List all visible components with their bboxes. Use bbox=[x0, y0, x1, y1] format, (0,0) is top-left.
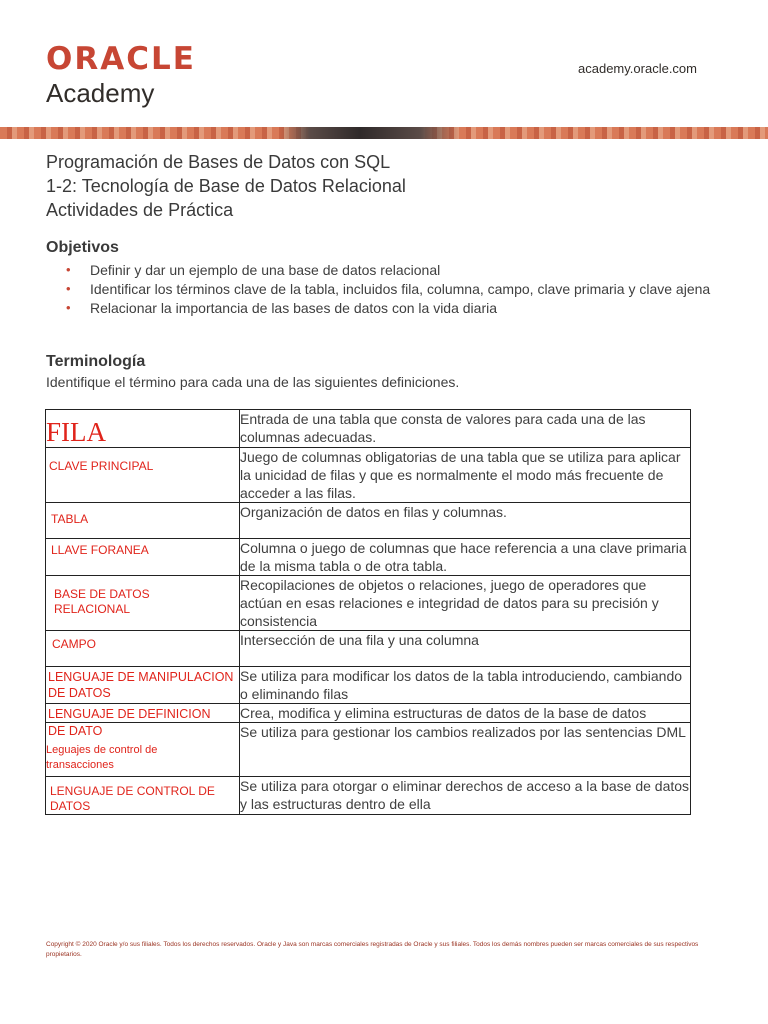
bullet-icon: • bbox=[66, 300, 71, 315]
term-cell bbox=[46, 410, 240, 448]
objective-text: Identificar los términos clave de la tabla, incluidos fila, columna, campo, clave primaria y clave ajena bbox=[90, 281, 711, 297]
objective-text: Definir y dar un ejemplo de una base de datos relacional bbox=[90, 262, 441, 278]
course-title: Programación de Bases de Datos con SQL bbox=[46, 152, 391, 172]
term-text: LENGUAJE DE DEFINICION bbox=[48, 707, 211, 721]
definition-cell: Se utiliza para gestionar los cambios realizados por las sentencias DML bbox=[240, 723, 691, 777]
table-row bbox=[46, 503, 691, 539]
term-text: BASE DE DATOS RELACIONAL bbox=[54, 587, 150, 616]
list-item bbox=[66, 299, 726, 317]
term-text: LLAVE FORANEA bbox=[51, 543, 149, 557]
copyright-footer: Copyright © 2020 Oracle y/o sus filiales. Todos los derechos reservados. Oracle y Java son marcas comerciales registradas de Oracle y sus filiales. Todos los demás nombres pueden ser marcas comerciales de sus respectivos propietarios. bbox=[46, 941, 699, 958]
table-row bbox=[46, 410, 691, 448]
activity-title: Actividades de Práctica bbox=[46, 200, 234, 220]
site-url[interactable]: academy.oracle.com bbox=[578, 61, 697, 76]
term-cell bbox=[46, 667, 240, 704]
table-row bbox=[46, 448, 691, 503]
lesson-title: 1-2: Tecnología de Base de Datos Relacional bbox=[46, 176, 406, 196]
term-cell bbox=[46, 631, 240, 667]
term-text: CLAVE PRINCIPAL bbox=[49, 459, 154, 473]
decorative-header-band bbox=[0, 127, 768, 139]
term-text: TABLA bbox=[51, 512, 89, 526]
definition-cell: Se utiliza para otorgar o eliminar derechos de acceso a la base de datos y las estructuras dentro de ella bbox=[240, 777, 691, 815]
term-cell bbox=[46, 723, 240, 777]
term-note: Leguajes de control de transacciones bbox=[46, 744, 158, 771]
table-row bbox=[46, 777, 691, 815]
term-cell bbox=[46, 576, 240, 631]
terminology-intro: Identifique el término para cada una de las siguientes definiciones. bbox=[46, 374, 460, 390]
bullet-icon: • bbox=[66, 281, 71, 296]
objectives-list bbox=[66, 261, 726, 318]
definition-cell: Intersección de una fila y una columna bbox=[240, 631, 691, 667]
definition-cell: Se utiliza para modificar los datos de la tabla introduciendo, cambiando o eliminando filas bbox=[240, 667, 691, 704]
objectives-heading: Objetivos bbox=[46, 239, 119, 256]
definition-cell: Entrada de una tabla que consta de valores para cada una de las columnas adecuadas. bbox=[240, 410, 691, 448]
term-text: LENGUAJE DE CONTROL DE DATOS bbox=[50, 784, 215, 813]
term-cell bbox=[46, 539, 240, 576]
definition-cell: Crea, modifica y elimina estructuras de datos de la base de datos bbox=[240, 704, 691, 723]
list-item bbox=[66, 261, 726, 279]
table-row bbox=[46, 576, 691, 631]
document-titles bbox=[46, 150, 406, 222]
definition-cell: Columna o juego de columnas que hace referencia a una clave primaria de la misma tabla o de otra tabla. bbox=[240, 539, 691, 576]
definition-cell: Organización de datos en filas y columnas. bbox=[240, 503, 691, 539]
list-item bbox=[66, 280, 726, 298]
academy-label: Academy bbox=[46, 78, 155, 108]
table-row bbox=[46, 704, 691, 723]
oracle-logo-text: ORACLE bbox=[46, 41, 196, 77]
term-cell bbox=[46, 704, 240, 723]
term-cell bbox=[46, 503, 240, 539]
definition-cell: Recopilaciones de objetos o relaciones, juego de operadores que actúan en esas relaciones e integridad de datos para su precisión y consistencia bbox=[240, 576, 691, 631]
terminology-heading: Terminología bbox=[46, 353, 146, 370]
term-text: FILA bbox=[46, 417, 106, 447]
term-text: DE DATO bbox=[48, 724, 103, 738]
terminology-table bbox=[45, 409, 691, 815]
table-row bbox=[46, 667, 691, 704]
term-text: CAMPO bbox=[52, 637, 97, 651]
definition-cell: Juego de columnas obligatorias de una tabla que se utiliza para aplicar la unicidad de filas y que es normalmente el modo más frecuente de acceder a las filas. bbox=[240, 448, 691, 503]
table-row bbox=[46, 631, 691, 667]
term-cell bbox=[46, 777, 240, 815]
term-cell bbox=[46, 448, 240, 503]
oracle-academy-logo bbox=[46, 42, 196, 108]
table-row bbox=[46, 539, 691, 576]
objective-text: Relacionar la importancia de las bases de datos con la vida diaria bbox=[90, 300, 498, 316]
bullet-icon: • bbox=[66, 262, 71, 277]
term-text: LENGUAJE DE MANIPULACION DE DATOS bbox=[48, 670, 234, 700]
table-row bbox=[46, 723, 691, 777]
